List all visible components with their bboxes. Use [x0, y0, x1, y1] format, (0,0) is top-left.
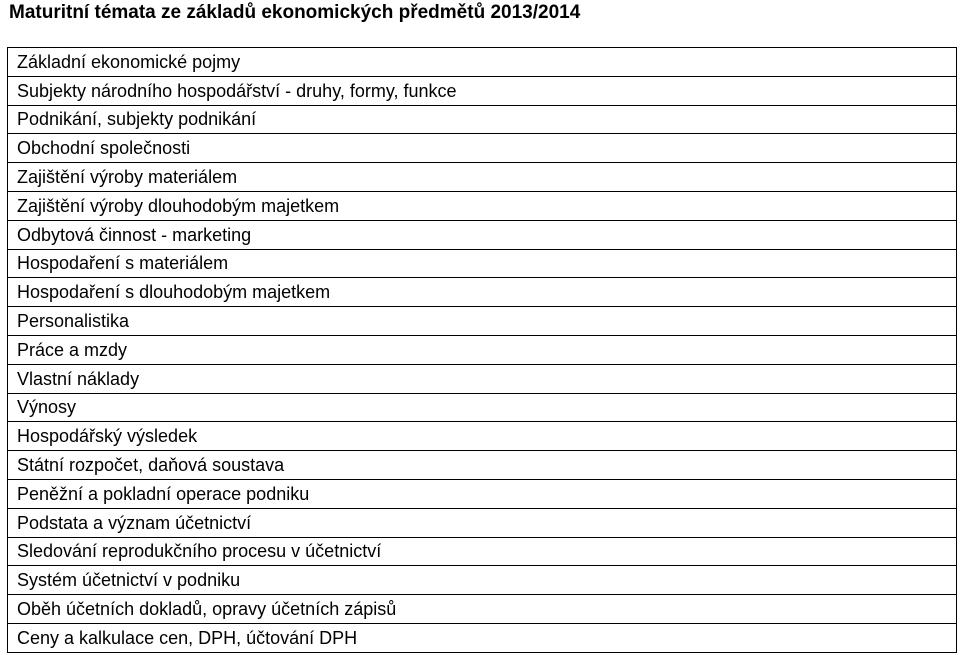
topic-cell: Práce a mzdy	[8, 335, 957, 364]
topic-cell: Zajištění výroby materiálem	[8, 163, 957, 192]
table-row	[8, 105, 957, 134]
topic-cell: Systém účetnictví v podniku	[8, 566, 957, 595]
table-row	[8, 479, 957, 508]
table-row	[8, 307, 957, 336]
table-row	[8, 278, 957, 307]
table-row	[8, 163, 957, 192]
topic-cell: Peněžní a pokladní operace podniku	[8, 479, 957, 508]
topic-cell: Ceny a kalkulace cen, DPH, účtování DPH	[8, 623, 957, 652]
table-row	[8, 364, 957, 393]
table-row	[8, 191, 957, 220]
table-row	[8, 623, 957, 652]
table-row	[8, 335, 957, 364]
topic-cell: Sledování reprodukčního procesu v účetnictví	[8, 537, 957, 566]
table-row	[8, 393, 957, 422]
topic-cell: Hospodaření s materiálem	[8, 249, 957, 278]
topic-cell: Zajištění výroby dlouhodobým majetkem	[8, 191, 957, 220]
topic-cell: Výnosy	[8, 393, 957, 422]
table-row	[8, 220, 957, 249]
topics-table	[7, 47, 957, 653]
table-row	[8, 537, 957, 566]
topic-cell: Hospodaření s dlouhodobým majetkem	[8, 278, 957, 307]
table-row	[8, 566, 957, 595]
table-row	[8, 134, 957, 163]
table-row	[8, 595, 957, 624]
table-row	[8, 76, 957, 105]
topic-cell: Vlastní náklady	[8, 364, 957, 393]
topic-cell: Obchodní společnosti	[8, 134, 957, 163]
topic-cell: Subjekty národního hospodářství - druhy, formy, funkce	[8, 76, 957, 105]
page-title: Maturitní témata ze základů ekonomických předmětů 2013/2014	[9, 2, 581, 23]
table-row	[8, 422, 957, 451]
topic-cell: Podstata a význam účetnictví	[8, 508, 957, 537]
table-row	[8, 451, 957, 480]
topic-cell: Personalistika	[8, 307, 957, 336]
topic-cell: Oběh účetních dokladů, opravy účetních zápisů	[8, 595, 957, 624]
topic-cell: Hospodářský výsledek	[8, 422, 957, 451]
topic-cell: Podnikání, subjekty podnikání	[8, 105, 957, 134]
table-row	[8, 249, 957, 278]
topic-cell: Státní rozpočet, daňová soustava	[8, 451, 957, 480]
topic-cell: Základní ekonomické pojmy	[8, 48, 957, 77]
table-row	[8, 48, 957, 77]
table-row	[8, 508, 957, 537]
topic-cell: Odbytová činnost - marketing	[8, 220, 957, 249]
